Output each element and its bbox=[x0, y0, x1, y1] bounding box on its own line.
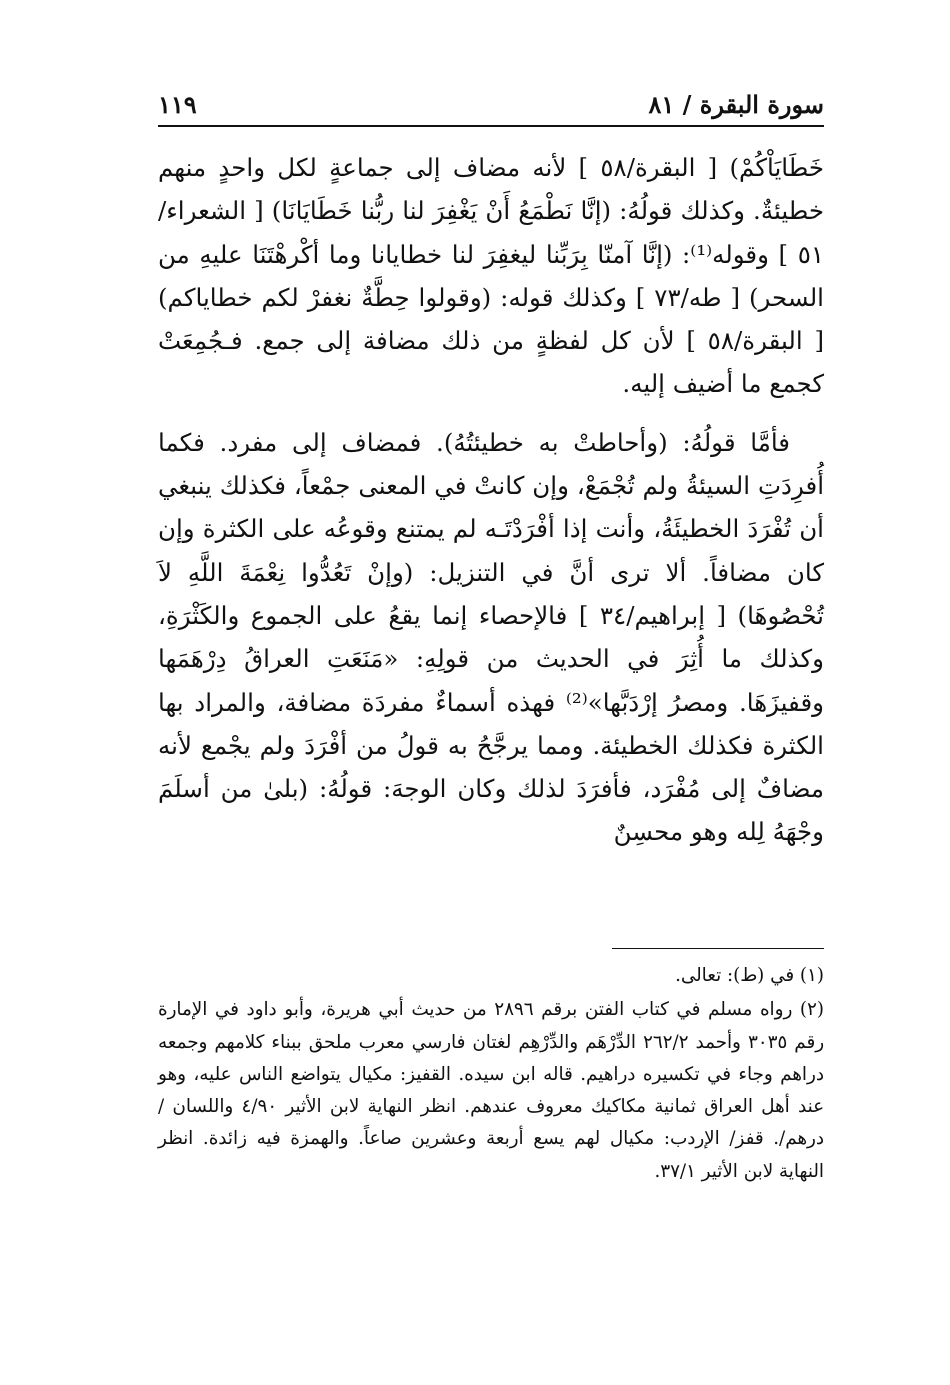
footnotes bbox=[158, 960, 824, 1188]
main-text bbox=[158, 146, 824, 854]
header-rule bbox=[158, 125, 824, 127]
surah-title: سورة البقرة / ٨١ bbox=[648, 90, 824, 119]
footnote-1: (١) في (ط): تعالى. bbox=[675, 965, 824, 986]
footnote-2: (٢) رواه مسلم في كتاب الفتن برقم ٢٨٩٦ من حديث أبي هريرة، وأبو داود في الإمارة رقم ٣٠٣٥ وأحمد ٢٦٢/٢ الدِّرْهَم والدِّرْهِم لغتان فارسي معرب ملحق ببناء كلامهم وجمعه دراهم وجاء في تكسيره دراهيم. قاله ابن سيده. القفيز: مكيال يتواضع الناس عليه، وهو عند أهل العراق ثمانية مكاكيك معروف عندهم. انظر النهاية لابن الأثير ٤/٩٠ واللسان /درهم/. قفز/ الإردب: مكيال لهم يسع أربعة وعشرين صاعاً. والهمزة فيه زائدة. انظر النهاية لابن الأثير ٣٧/١. bbox=[158, 999, 825, 1182]
page-number: ١١٩ bbox=[158, 90, 197, 119]
footnote-separator bbox=[612, 948, 824, 949]
body-paragraph-2: فأمَّا قولُهُ: (وأحاطتْ به خطيئتُهُ). فمضاف إلى مفرد. فكما أُفرِدَتِ السيئةُ ولم تُجْمَعْ، وإن كانتْ في المعنى جمْعاً، فكذلك ينبغي أن تُفْرَدَ الخطيئَةُ، وأنت إذا أفْرَدْتَـه لم يمتنع وقوعُه على الكثرة وإن كان مضافاً. ألا ترى أنَّ في التنزيل: (وإنْ تَعُدُّوا نِعْمَةَ اللَّهِ لاَ تُحْصُوهَا) [ إبراهيم/٣٤ ] فالإحصاء إنما يقعُ على الجموع والكَثْرَةِ، وكذلك ما أُثِرَ في الحديث من قولِهِ: «مَنَعَتِ العراقُ دِرْهَمَها وقفيزَهَا. ومصرُ إرْدَبَّها»⁽²⁾ فهذه أسماءٌ مفردَة مضافة، والمراد بها الكثرة فكذلك الخطيئة. ومما يرجَّحُ به قولُ من أفْرَدَ ولم يجْمع لأنه مضافٌ إلى مُفْرَد، فأفرَدَ لذلك وكان الوجهَ: قولُهُ: (بلىٰ من أسلَمَ وجْهَهُ لِله وهو محسِنٌ bbox=[158, 427, 824, 847]
body-paragraph-1: خَطَايَاْكُمْ) [ البقرة/٥٨ ] لأنه مضاف إلى جماعةٍ لكل واحدٍ منهم خطيئةٌ. وكذلك قولُهُ: (إنَّا نَطْمَعُ أَنْ يَغْفِرَ لنا ربُّنا خَطَايَانَا) [ الشعراء/٥١ ] وقوله⁽¹⁾: (إنَّا آمنّا بِرَبِّنا ليغفِرَ لنا خطايانا وما أكْرهْتَنَا عليهِ من السحر) [ طه/٧٣ ] وكذلك قوله: (وقولوا حِطَّةٌ نغفرْ لكم خطاياكم) [ البقرة/٥٨ ] لأن كل لفظةٍ من ذلك مضافة إلى جمع. فـجُمِعَتْ كجمع ما أضيف إليه. bbox=[158, 153, 825, 399]
running-header bbox=[158, 86, 824, 126]
